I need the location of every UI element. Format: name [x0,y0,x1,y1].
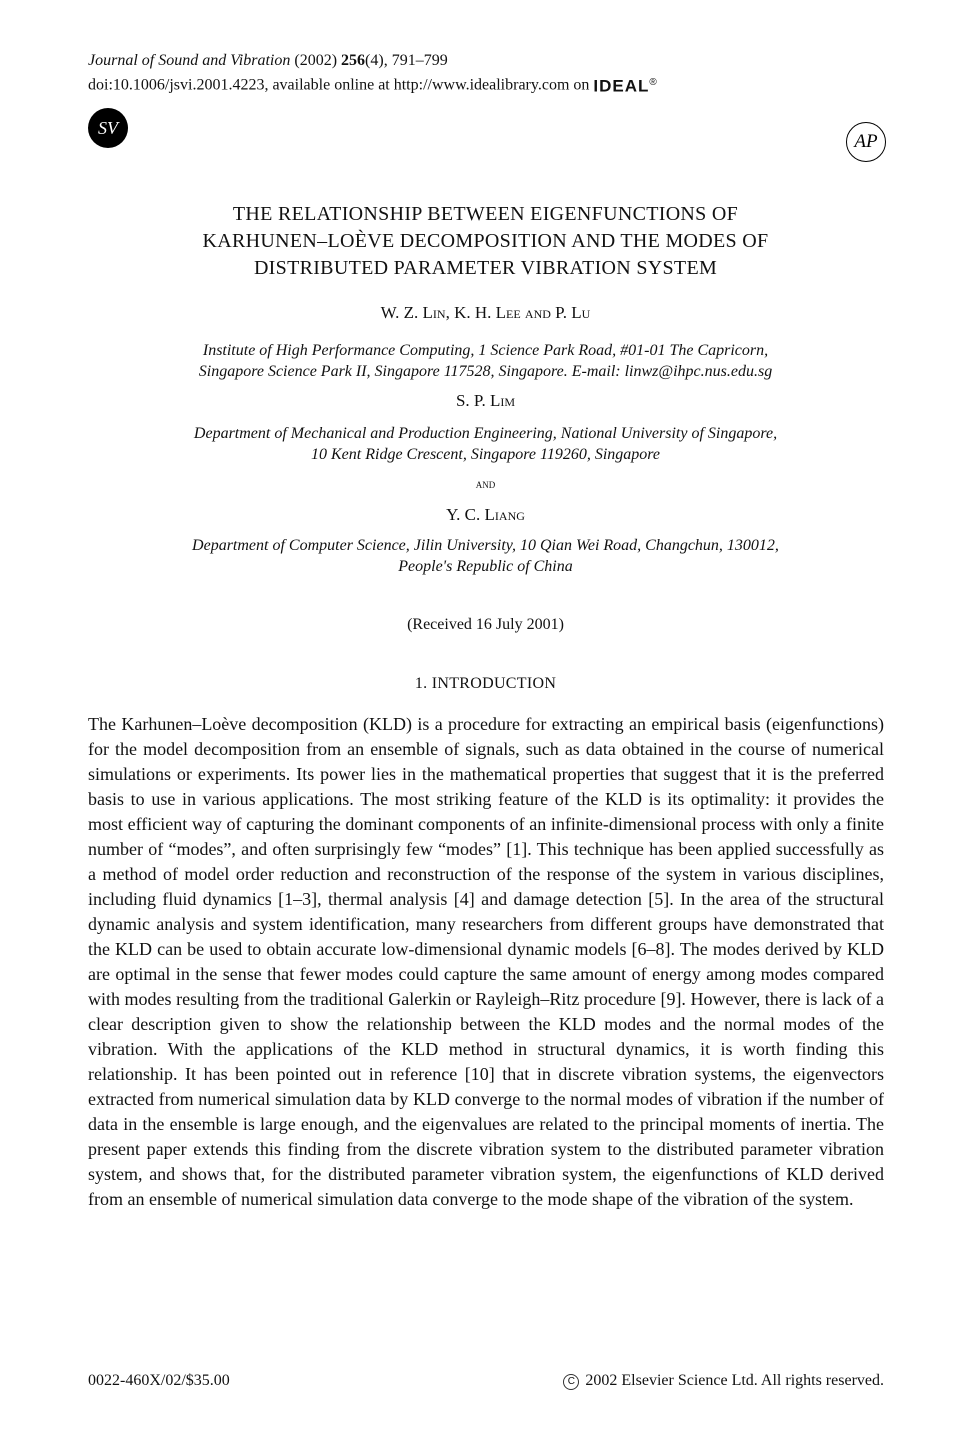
paper-title [100,201,871,282]
journal-year: (2002) [294,52,338,69]
affiliation-2 [88,423,883,465]
affiliation-3-line-1: Department of Computer Science, Jilin University, 10 Qian Wei Road, Changchun, 130012, [192,537,779,554]
title-line-2: KARHUNEN–LOÈVE DECOMPOSITION AND THE MODES OF [202,230,769,252]
doi-line [88,72,658,98]
journal-issue-pages: (4), 791–799 [365,52,448,69]
section-heading: 1. INTRODUCTION [414,675,557,692]
affiliation-3 [88,535,883,577]
sv-publisher-logo-icon: SV [88,108,128,148]
author-group-3: Y. C. Liang [446,505,525,524]
received-date: (Received 16 July 2001) [407,616,564,633]
ideal-logo-registered: ® [649,77,658,88]
affiliation-3-line-2: People's Republic of China [398,558,573,575]
journal-name: Journal of Sound and Vibration [88,52,291,69]
author-group-2: S. P. Lim [455,391,516,410]
introduction-paragraph: The Karhunen–Loève decomposition (KLD) is a procedure for extracting an empirical basis (eigenfunctions) for the model decomposition from an ensemble of signals, such as data obtained in the course of numerical simulations or experiments. Its power lies in the mathematical properties that suggest that it is the preferred basis to use in various applications. The most striking feature of the KLD is its optimality: it provides the most efficient way of capturing the dominant components of an infinite-dimensional process with only a finite number of “modes”, and often surprisingly few “modes” [1]. This technique has been applied successfully as a method of model order reduction and reconstruction of the response of the system in various disciplines, including fluid dynamics [1–3], thermal analysis [4] and damage detection [5]. In the area of the structural dynamic analysis and system identification, many researchers from different groups have demonstrated that the KLD can be used to obtain accurate low-dimensional dynamic models [6–8]. The modes derived by KLD are optimal in the sense that fewer modes could capture the same amount of energy among modes compared with modes resulting from the traditional Galerkin or Rayleigh–Ritz procedure [9]. However, there is lack of a clear description given to show the relationship between the KLD modes and the normal modes of the vibration. With the applications of the KLD method in structural dynamics, it is worth finding this relationship. It has been pointed out in reference [10] that in discrete vibration systems, the eigenvectors extracted from numerical simulation data by KLD converge to the normal modes of vibration if the number of data in the ensemble is large enough, and the eigenvalues are related to the principal moments of inertia. The present paper extends this finding from the discrete vibration system to the distributed parameter vibration system, and shows that, for the distributed parameter vibration system, the eigenfunctions of KLD derived from an ensemble of numerical simulation data converge to the mode shape of the vibration of the system. [88,714,884,1209]
doi-text: doi:10.1006/jsvi.2001.4223, available online at http://www.idealibrary.com on [88,76,590,94]
journal-volume: 256 [341,52,366,69]
copyright-notice [563,1372,884,1390]
title-line-3: DISTRIBUTED PARAMETER VIBRATION SYSTEM [253,257,718,279]
affiliation-1 [88,340,883,382]
journal-header [88,50,658,98]
and-separator: and [475,476,496,491]
ideal-logo [593,72,657,98]
affiliation-2-line-1: Department of Mechanical and Production Engineering, National University of Singapore, [193,425,778,442]
copyright-icon: C [563,1374,579,1390]
affiliation-2-line-2: 10 Kent Ridge Crescent, Singapore 119260, Singapore [311,446,660,463]
affiliation-1-line-2: Singapore Science Park II, Singapore 117528, Singapore. E-mail: linwz@ihpc.nus.edu.sg [198,363,773,380]
ideal-logo-text: IDEAL [593,76,650,96]
ap-publisher-logo-icon: AP [846,122,886,162]
author-group-1: W. Z. Lin, K. H. Lee and P. Lu [380,303,591,322]
copyright-text: 2002 Elsevier Science Ltd. All rights reserved. [585,1372,884,1389]
citation-line [88,50,658,72]
affiliation-1-line-1: Institute of High Performance Computing, 1 Science Park Road, #01-01 The Capricorn, [202,342,769,359]
issn-price: 0022-460X/02/$35.00 [88,1372,230,1389]
title-line-1: THE RELATIONSHIP BETWEEN EIGENFUNCTIONS OF [232,203,739,225]
